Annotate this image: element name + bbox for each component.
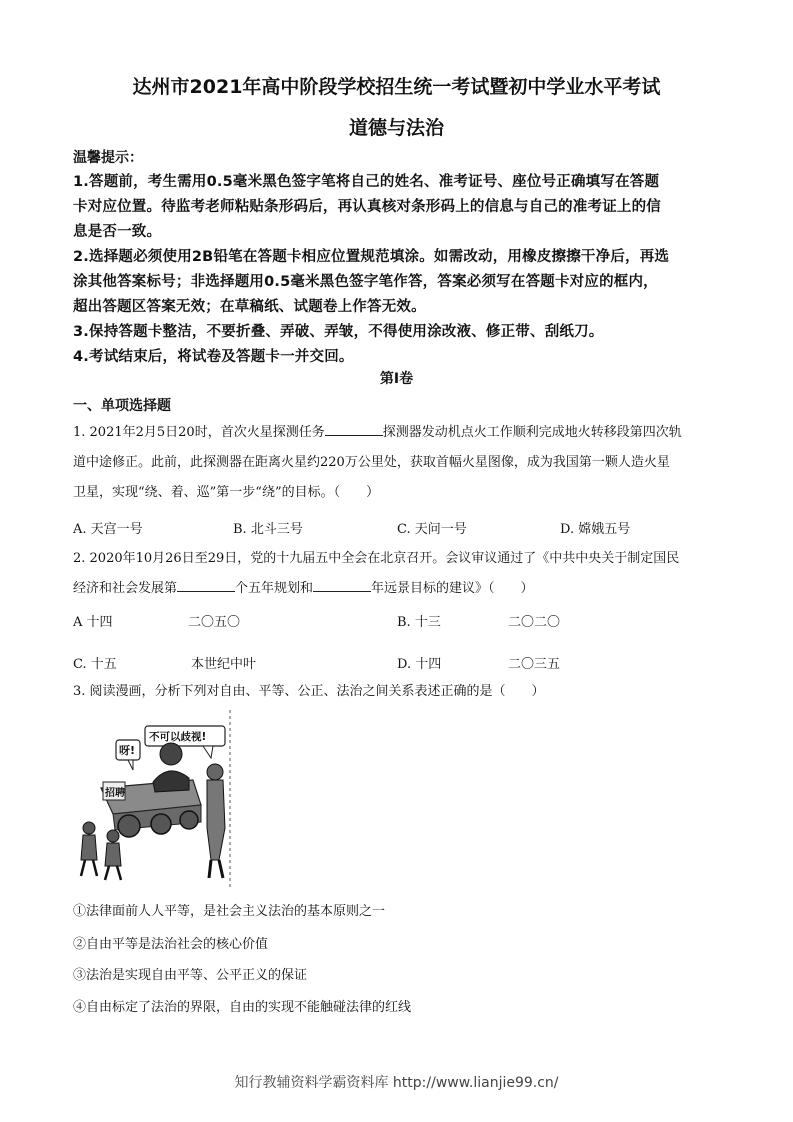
q2-option-c-label: C. 十五 — [73, 657, 117, 672]
question-1-line — [73, 418, 728, 448]
q3-statement-1: ①法律面前人人平等，是社会主义法治的基本原则之一 — [73, 904, 386, 919]
q2-text: 年远景目标的建议》（ ） — [371, 581, 534, 596]
tips-line: 卡对应位置。待监考老师粘贴条形码后，再认真核对条形码上的信息与自己的准考证上的信 — [73, 199, 661, 215]
tips-line: 息是否一致。 — [73, 224, 162, 240]
q1-option-c: C. 天问一号 — [397, 522, 467, 537]
question-1-line: 卫星，实现“绕、着、巡”第一步“绕”的目标。（ ） — [73, 485, 380, 500]
q2-text: 个五年规划和 — [235, 581, 314, 596]
q2-option-d-value: 二〇三五 — [508, 657, 561, 672]
q3-statement-4: ④自由标定了法治的界限，自由的实现不能触碰法律的红线 — [73, 1000, 412, 1015]
tips-line: 3.保持答题卡整洁，不要折叠、弄破、弄皱，不得使用涂改液、修正带、刮纸刀。 — [73, 324, 604, 340]
q1-text: 探测器发动机点火工作顺利完成地火转移段第四次轨 — [382, 425, 682, 440]
answer-blank — [177, 579, 235, 592]
tips-line: 超出答题区答案无效；在草稿纸、试题卷上作答无效。 — [73, 299, 426, 315]
subject-title: 道德与法治 — [348, 117, 444, 139]
q2-option-d-label: D. 十四 — [397, 657, 442, 672]
part-heading: 一、单项选择题 — [73, 398, 171, 414]
q3-statement-3: ③法治是实现自由平等、公平正义的保证 — [73, 968, 308, 983]
question-1-line: 道中途修正。此前，此探测器在距离火星约220万公里处，获取首幅火星图像，成为我国第一颗人造火星 — [73, 455, 670, 470]
q2-option-a-label: A 十四 — [73, 615, 113, 630]
exam-title: 达州市2021年高中阶段学校招生统一考试暨初中学业水平考试 — [132, 76, 661, 98]
q3-statement-2: ②自由平等是法治社会的核心价值 — [73, 937, 269, 952]
tips-line: 涂其他答案标号；非选择题用0.5毫米黑色签字笔作答，答案必须写在答题卡对应的框内， — [73, 274, 658, 290]
volume-title: 第Ⅰ卷 — [379, 371, 414, 387]
question-2-line — [73, 574, 728, 604]
tips-line: 2.选择题必须使用2B铅笔在答题卡相应位置规范填涂。如需改动，用橡皮擦擦干净后，再选 — [73, 249, 670, 265]
q2-option-b-value: 二〇二〇 — [508, 615, 561, 630]
comic-sign: 招聘 — [105, 788, 125, 799]
q1-option-a: A. 天宫一号 — [73, 522, 143, 537]
question-2-line: 2. 2020年10月26日至29日，党的十九届五中全会在北京召开。会议审议通过了《中共中央关于制定国民 — [73, 551, 680, 566]
footer-watermark: 知行教辅资料学霸资料库 http://www.lianjie99.cn/ — [234, 1075, 559, 1091]
comic-bubble-right: 不可以歧视! — [149, 731, 207, 743]
q1-text: 1. 2021年2月5日20时，首次火星探测任务 — [73, 425, 325, 440]
q2-option-a-value: 二〇五〇 — [188, 615, 241, 630]
q2-option-b-label: B. 十三 — [397, 615, 441, 630]
comic-bubble-left: 呀! — [119, 744, 136, 757]
question-3-stem: 3. 阅读漫画，分析下列对自由、平等、公正、法治之间关系表述正确的是（ ） — [73, 684, 545, 699]
answer-blank — [313, 579, 371, 592]
tips-line: 4.考试结束后，将试卷及答题卡一并交回。 — [73, 349, 354, 365]
answer-blank — [325, 423, 383, 436]
q1-option-d: D. 嫦娥五号 — [560, 522, 631, 537]
q1-option-b: B. 北斗三号 — [233, 522, 303, 537]
tips-heading: 温馨提示： — [73, 150, 143, 166]
q2-option-c-value: 本世纪中叶 — [191, 657, 257, 672]
comic-illustration — [73, 710, 233, 888]
q2-text: 经济和社会发展第 — [73, 581, 178, 596]
tips-line: 1.答题前，考生需用0.5毫米黑色签字笔将自己的姓名、准考证号、座位号正确填写在答题 — [73, 174, 660, 190]
